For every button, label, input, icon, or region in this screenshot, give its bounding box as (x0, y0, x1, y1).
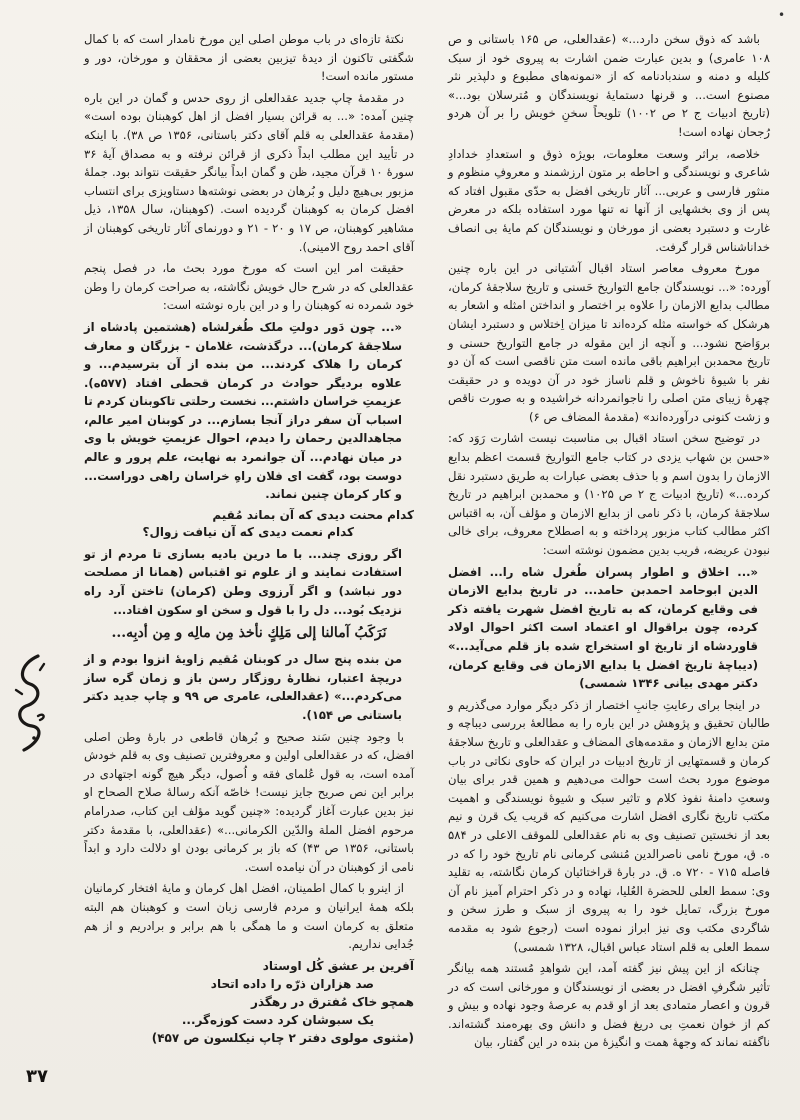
closing-poem (84, 957, 414, 1047)
body-paragraph: از اینرو با کمال اطمینان، افضل اهل کرمان و مایهٔ افتخار کرمانیان بلکه همهٔ ایرانیان و مردم فارسی زبان است و کوهبنان هم البته متعلق به کرمان است و ما همگی با هم برابر و برادریم و از هم جُدایی نداریم. (84, 881, 414, 952)
body-paragraph: خلاصه، براثر وسعت معلومات، بویژه ذوق و استعدادِ خدادادِ شاعری و نویسندگی و احاطه بر متون ارزشمند و معروفِ منظوم و منثور فارسی و عربی... آثار تاریخی افضل به حدّی مقبول افتاد که پس از وی بخشهایی از آنها نه تنها مورد استفاده بلکه در معرض غارت و دستبرد بعضی از مورخان و نویسندگان کم مایهٔ بی انصاف خداناشناس قرار گرفت. (448, 146, 770, 254)
body-paragraph: باشد که ذوق سخن دارد...» (عقدالعلی، ص ۱۶۵ باستانی و ص ۱۰۸ عامری) و بدین عبارت ضمن اشارت به پیروی خود از سبک کلیله و دمنه و سندبادنامه که از «نمونه‌های مطبوع و دلپذیر نثر مصنوع است... و قرنها دستمایهٔ نویسندگان و مُترسلان بود...» (تاریخ ادبیات ج ۲ ص ۱۰۰۲) تلویحاً سخنِ خویش را بر آن هردو رُجحان نهاده است! (448, 32, 770, 139)
body-paragraph: حقیقت امر این است که مورخ مورد بحث ما، در فصل پنجم عقدالعلی که در شرح حال خویش نگاشته، به صراحت کرمان را وطن خود شمرده نه کوهبنان را و در این باره نوشته است: (84, 261, 414, 313)
poem-line: همچو خاک مُفترق در رهگذر (251, 994, 414, 1009)
poem-verse (84, 507, 414, 541)
body-paragraph: در اینجا برای رعایتِ جانبِ اختصار از ذکر دیگر موارد می‌گذریم و طالبان تحقیق و پژوهش در این باره را به مطالعهٔ بررسی دیباچه و متن بدایع الازمان و مقدمه‌های المضاف و عقدالعلی و تاریخ سلاجقهٔ کرمان و قسمتهایی از تاریخ ادبیات در ایران که حاوی نکاتی در باب موضوع مورد بحث است حوالت می‌دهیم و همین قدر برای بیان وسعتِ دامنهٔ نفوذ کلام و تاثیر سبک و شیوهٔ نویسندگی و اهمیت مکتب تاریخ نگاری افضل اشارت می‌کنیم که قریب یک قرن و نیم بعد از نخستین تصنیف وی به نام عقدالعلی للموقف الاعلی در ۵۸۴ ه. ق، مورخ نامی ناصرالدین مُنشی کرمانی نام تاریخ خود را که در فاصله ۷۱۵ - ۷۲۰ ه. ق. در بارهٔ قراختائیان کرمان نگاشته، به تقلید وی: سمط العلی للحضرة العُلیا، نهاده و در ذکر احترام آمیز نام آن مورخ بزرگ، تمایل خود را به پیروی از سبک و طرز سخن و شاگردی مکتب وی نیز ابراز نموده است (رجوع شود به مقدمه سمط العلی به قلم استاد عباس اقبال، ۱۳۲۸ شمسی) (448, 697, 770, 954)
left-text-column (84, 30, 415, 1045)
body-paragraph: با وجود چنین سَند صحیح و بُرهان قاطعی در بارهٔ وطن اصلی افضل، که در عقدالعلی اولین و معروفترین تصنیف وی به قلم خودش آمده است، به قول عُلمای فقه و اُصول، دیگر هیچ گونه اجتهادی در برابر این نص صریح جایز نیست! خاصّه آنکه رسالهٔ صلاح الصحاح او نیز بدین عبارت آغاز گردیده: «چنین گوید مؤلف این کتاب، صدرامام مرحوم افضل الملة والدّین الکرمانی...» (عقدالعلی، با مقدمهٔ دکتر باستانی، ۱۳۵۶ ص ۴۳) که باز بر کرمانی بودن او دلالت دارد و ابداً نامی از کوهبنان در آن نیامده است. (84, 729, 415, 874)
kerman-calligraphy-icon (10, 650, 50, 760)
body-paragraph: چنانکه از این پیش نیز گفته آمد، این شواهدِ مُستند همه بیانگر تأثیر شگرفِ افضل در بعضی از نویسندگان و مورخانی است که در قرون و اعصار متمادی بعد از او قدم به عرصهٔ وجود نهاده و بیش و کم از خوان نعمتِ بی دریغ فضل و دانش وی بهره‌مند گشته‌اند. ناگفته نماند که وجههٔ همت و انگیزهٔ من بنده در این گفتار، بیان (448, 961, 770, 1050)
verse-line: کدام محنت دیدی که آن بماند مُقیم (212, 507, 414, 522)
page-number: ۳۷ (26, 1066, 48, 1087)
arabic-verse: نَرَکَبُ آمالنا إلی مَلِكٍ نأخذ مِن مالِه و مِن أدبِه... (111, 625, 387, 642)
poem-source-citation: (مثنوی مولوی دفتر ۲ چاپ نیکلسون ص ۴۵۷) (151, 1030, 414, 1045)
quotation-paragraph: من بنده پنج سال در کوبنان مُقیم زاویهٔ انزوا بودم و از دریچهٔ اعتبار، نظارهٔ روزگار رسن باز و زمان گره ساز می‌کردم...» (عقدالعلی، عامری ص ۹۹ و چاپ جدید دکتر باستانی ص ۱۵۴). (84, 652, 402, 722)
body-paragraph: در توضیح سخن استاد اقبال بی مناسبت نیست اشارت رَوَد که: «حسن بن شهاب یزدی در کتاب جامع التواریخ قسمت اعظم بدایع الازمان را بدون اسم و با حذف بعضی عبارات به طریق دستبرد نقل کرده...» (تاریخ ادبیات ج ۲ ص ۱۰۲۵) و محمدبن ابراهیم در تاریخ سلاجقهٔ کرمان، با ذکر نامی از بدایع الازمان و مؤلف آن، به اقتباس اکثر مطالب کتاب مزبور پرداخته و به اصطلاح معروف، برای خالی نبودن عریضه، فریب بدین مضمون نوشته است: (448, 431, 770, 558)
body-paragraph: نکتهٔ تازه‌ای در باب موطن اصلی این مورخ نامدار است که با کمال شگفتی تاکنون از دیدهٔ تیزبین بعضی از محققان و مورخان، دور و مستور مانده است! (84, 32, 414, 84)
corner-mark: • (778, 8, 786, 22)
body-paragraph: مورخ معروف معاصر استاد اقبال آشتیانی در این باره چنین آورده: «... نویسندگان جامع التواریخ حَسنی و تاریخ سلاجقهٔ کرمان، مطالب بدایع الازمان را علاوه بر اختصار و انداختن امثله و اشعار به هرشکل که خواسته مثله کرده‌اند تا میزان اِختلاس و دستبرد ایشان بروَاضح نشود... و آنچه از این مقوله در جامع التواریخ حسنی و تاریخ محمدبن ابراهیم باقی مانده است متن ناقصی است که آن دو نفر با شیوهٔ ناخوش و قلم ناساز خود در آن دویده و در حقیقت چهرهٔ زیبای متن اصلی را ناجوانمردانه خراشیده و به صورت ناقص و زشت کنونی درآورده‌اند» (مقدمهٔ المضاف ص ۶) (448, 261, 770, 424)
quotation-paragraph: «... اخلاق و اطوار پسران طُغرل شاه را... افضل الدین ابوحامد احمدبن حامد... در تاریخ بدایع الازمان فی وقایع کرمان، که به تاریخ افضل شهرت یافته ذکر کرده، چون براقوال او اعتماد است اکثر احوال اولاد قاوردشاه از تاریخ او استخراج شده باز قلم می‌آید...» (دیباچهٔ تاریخ افضل یا بدایع الازمان فی وقایع کرمان، دکتر مهدی بیانی ۱۳۴۶ شمسی) (448, 564, 758, 691)
quotation-paragraph: اگر روزی چند... با ما درین بادیه بسازی تا مردم از تو استفادت نمایند و از علوم تو اقتباس (همانا از مصلحت دور نباشد) و اگر آرزوی وطن (کرمان) تاختن آرد راه نزدیک بُود... دل را با قول و سخن او سکون افتاد... (84, 546, 402, 617)
poem-line: آفرین بر عشق کُل اوستاد (262, 958, 414, 973)
quotation-paragraph: «... چون دَور دولتِ ملک طُغرلشاه (هشتمین پادشاه از سلاجقهٔ کرمان)... درگذشت، غلامان - بزرگان و معارف کرمان را هلاک کردند... من بنده از آن بترسیدم... و علاوه بردیگر حوادث در کرمان قحطی افتاد (۵۷۷ه). عزیمتِ خراسان داشتم... نخست رحلتی تاکوبنان کردم تا اسباب آن سفر دراز آنجا بسازم... در کوبنان امیر عالم، مجاهدالدین رحمان را دیدم، احوال عزیمتِ خویش با وی در میان نهادم... آن جوانمرد به نهایت، علم پرور و عالم دوست بود، گفت ای فلان راهِ خراسان راهی دوراست... و کار کرمان چنین نماند. (84, 319, 402, 502)
body-paragraph: در مقدمهٔ چاپ جدید عقدالعلی از روی حدس و گمان در این باره چنین آمده: «... به قرائن بسیار افضل از اهل کوهبنان بوده است» (مقدمهٔ عقدالعلی به قلم آقای دکتر باستانی، ۱۳۵۶ ص ۳۸). با اینکه در تأیید این مطلب ابداً ذکری از قرائن نرفته و به مصداق آیهٔ ۳۶ سورهٔ ۱۰ قرآن مجید، ظن و گمان ابداً بیانگر حقیقت نتواند بود. جملهٔ مزبور بی‌هیچ دلیل و بُرهان در بعضی نوشته‌ها دستاویزی برای انتساب افضل کرمان به کوهبنان گردیده است. (کوهبنان، سال ۱۳۵۸، ذیل مشاهیر کوهبنان، ص ۱۷ و ۲۰ - ۲۱ و دورنمای آثار تاریخی کوهبنان از آقای احمد روح الامینی). (84, 90, 415, 254)
kerman-logo (10, 650, 50, 760)
poem-line: صد هزاران ذرّه را داده اتحاد (210, 976, 374, 991)
verse-line: کدام نعمت دیدی که آن نیافت زوال؟ (142, 524, 354, 539)
right-text-column (448, 30, 770, 1070)
poem-line: یک سبوشان کرد دست کوزه‌گر... (181, 1012, 374, 1027)
